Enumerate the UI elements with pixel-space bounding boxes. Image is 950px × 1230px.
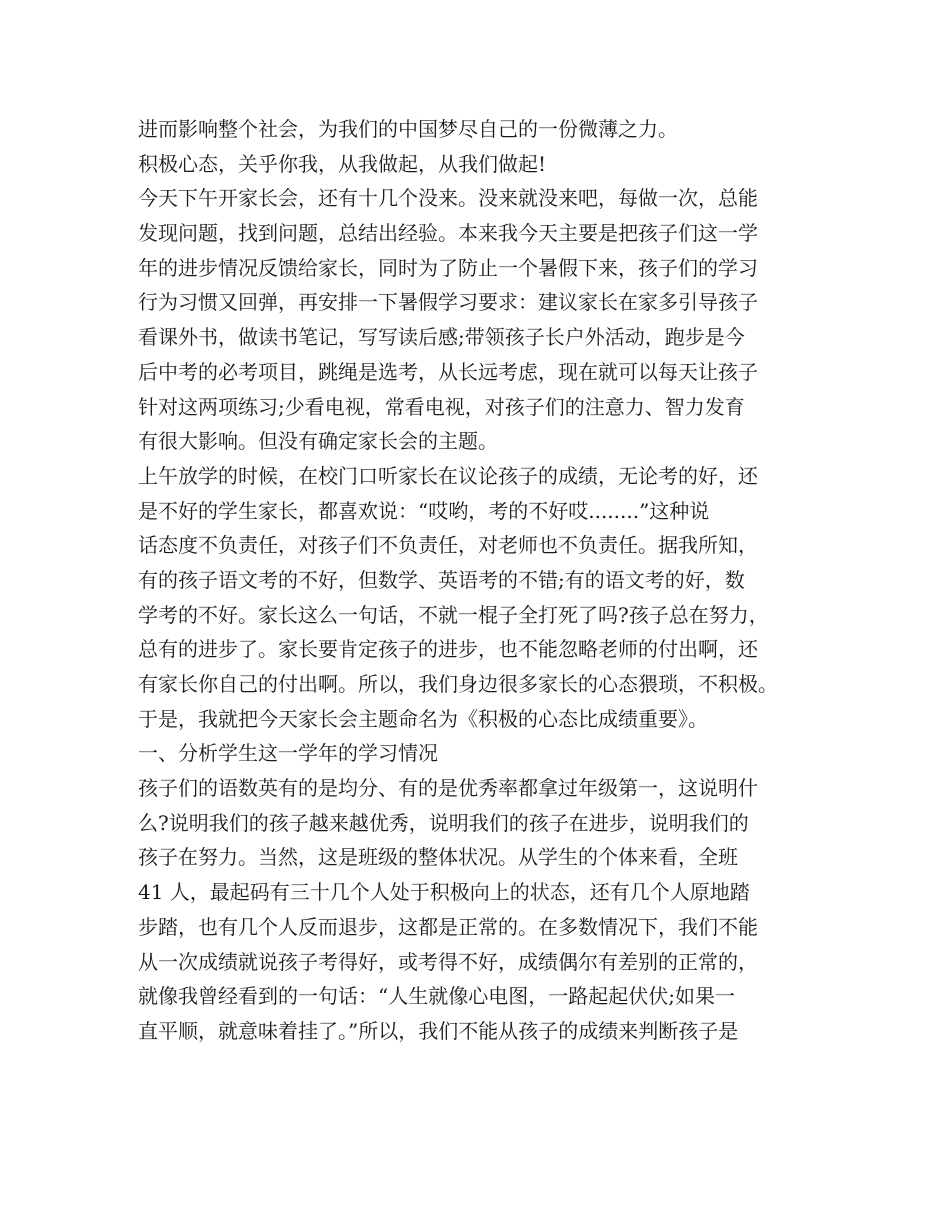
text-line: 进而影响整个社会，为我们的中国梦尽自己的一份微薄之力。 [138,117,678,141]
text-line: 有的孩子语文考的不好，但数学、英语考的不错;有的语文考的好，数 [138,567,745,592]
text-line: 就像我曾经看到的一句话：“人生就像心电图，一路起起伏伏;如果一 [138,984,735,1009]
text-line: 孩子在努力。当然，这是班级的整体状况。从学生的个体来看，全班 [138,845,738,870]
text-line: 孩子们的语数英有的是均分、有的是优秀率都拿过年级第一，这说明什 [138,776,758,801]
text-line: 么?说明我们的孩子越来越优秀，说明我们的孩子在进步，说明我们的 [138,810,749,835]
text-line: 从一次成绩就说孩子考得好，或考得不好，成绩偶尔有差别的正常的， [138,949,758,974]
text-line: 后中考的必考项目，跳绳是选考，从长远考虑，现在就可以每天让孩子 [138,359,758,384]
section-heading: 一、分析学生这一学年的学习情况 [138,741,438,766]
text-line: 年的进步情况反馈给家长，同时为了防止一个暑假下来，孩子们的学习 [138,255,758,280]
text-line: 话态度不负责任，对孩子们不负责任，对老师也不负责任。据我所知， [138,533,758,558]
text-line: 有家长你自己的付出啊。所以，我们身边很多家长的心态猥琐，不积极。 [138,672,778,696]
text-line: 直平顺，就意味着挂了。”所以，我们不能从孩子的成绩来判断孩子是 [138,1018,739,1043]
text-line: 行为习惯又回弹，再安排一下暑假学习要求：建议家长在家多引导孩子 [138,290,758,315]
text-line: 是不好的学生家长，都喜欢说：“哎哟，考的不好哎........”这种说 [138,498,710,523]
text-line: 有很大影响。但没有确定家长会的主题。 [138,429,498,454]
text-line: 看课外书，做读书笔记，写写读后感;带领孩子长户外活动，跑步是今 [138,325,745,350]
text-line: 41 人，最起码有三十几个人处于积极向上的状态，还有几个人原地踏 [138,880,750,905]
text-line: 积极心态，关乎你我，从我做起，从我们做起! [138,151,547,176]
text-line: 上午放学的时候，在校门口听家长在议论孩子的成绩，无论考的好，还 [138,463,758,488]
text-line: 今天下午开家长会，还有十几个没来。没来就没来吧，每做一次，总能 [138,186,758,211]
text-line: 总有的进步了。家长要肯定孩子的进步，也不能忽略老师的付出啊，还 [138,637,758,662]
text-line: 针对这两项练习;少看电视，常看电视，对孩子们的注意力、智力发育 [138,394,745,419]
text-line: 步踏，也有几个人反而退步，这都是正常的。在多数情况下，我们不能 [138,914,758,939]
text-line: 发现问题，找到问题，总结出经验。本来我今天主要是把孩子们这一学 [138,221,758,246]
text-line: 学考的不好。家长这么一句话，不就一棍子全打死了吗?孩子总在努力， [138,602,769,627]
text-line: 于是，我就把今天家长会主题命名为《积极的心态比成绩重要》。 [138,706,708,731]
document-body [138,112,828,1049]
